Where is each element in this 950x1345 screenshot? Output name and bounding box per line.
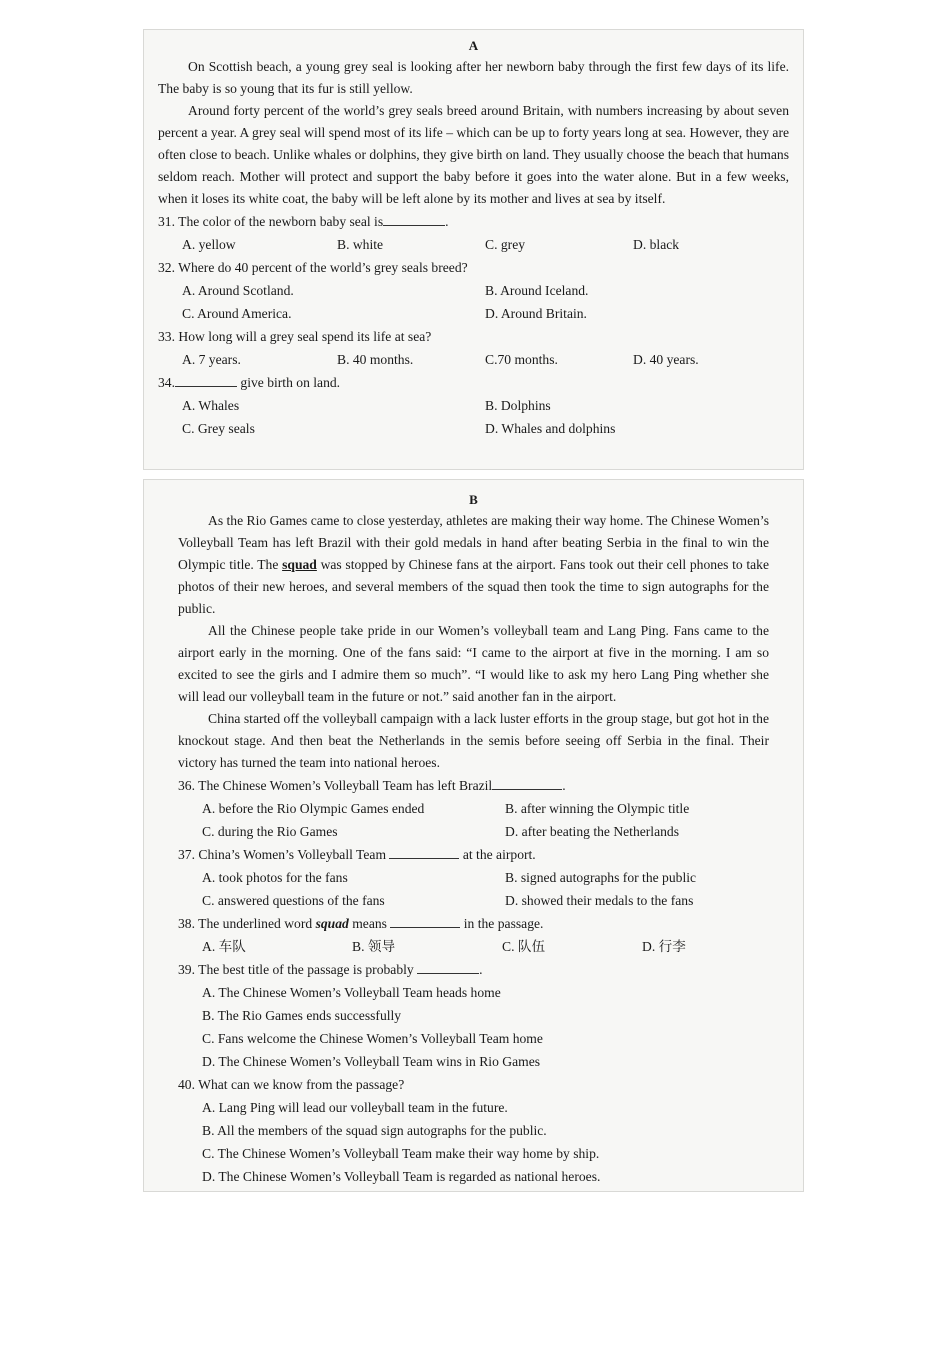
question-34-text: give birth on land. — [240, 375, 341, 390]
question-38-text: 38. The underlined word — [178, 916, 313, 931]
paragraph-text: As the Rio Games came to close yesterday, athletes are making their way home. The Chinese Women’s Volleyball Team has left Brazil with their gold medals in hand after beating Serbia in the final to win the Olympic title. The — [178, 513, 769, 572]
option: A. The Chinese Women’s Volleyball Team heads home — [202, 985, 501, 1000]
option: B. after winning the Olympic title — [505, 801, 690, 816]
option: B. white — [337, 237, 384, 252]
question-37-options — [178, 866, 769, 912]
question-40-stem: 40. What can we know from the passage? — [178, 1077, 405, 1092]
option: C. The Chinese Women’s Volleyball Team make their way home by ship. — [202, 1146, 600, 1161]
paragraph-text: was stopped by Chinese fans at the airport. Fans took out their cell phones to take photos of their new heroes, and several members of the squad then took the time to sign autographs for the public. — [178, 557, 769, 616]
passage-b-paragraph-2: All the Chinese people take pride in our Women’s volleyball team and Lang Ping. Fans came to the airport early in the morning. One of the fans said: “I came to the airport at five in the morning. I am so excited to see the girls and I admire them so much”. “I would like to ask my hero Lang Ping whether she will lead our volleyball team in the future or not.” said another fan in the airport. — [178, 623, 769, 704]
passage-a-scan — [143, 29, 804, 470]
passage-a-paragraph-1: On Scottish beach, a young grey seal is looking after her newborn baby through the first few days of its life. The baby is so young that its fur is still yellow. — [158, 59, 789, 96]
question-31-punct: . — [445, 214, 449, 229]
answer-blank — [389, 846, 459, 859]
question-37-text-end: at the airport. — [462, 847, 536, 862]
option: C. answered questions of the fans — [202, 893, 385, 908]
passage-a-heading: A — [468, 38, 479, 53]
option: C. 队伍 — [502, 939, 546, 954]
passage-b-scan — [143, 479, 804, 1192]
answer-blank — [417, 961, 479, 974]
passage-a-paragraph-2: Around forty percent of the world’s grey seals breed around Britain, with numbers increasing by about seven percent a year. A grey seal will spend most of its life – which can be up to forty years long at sea. However, they are often close to beach. Unlike whales or dolphins, they give birth on land. They usually choose the beach that humans seldom reach. Mother will protect and support the baby before it goes into the water alone. But in a few weeks, when it loses its white coat, the baby will be left alone by its mother and lives at sea by itself. — [158, 103, 789, 206]
option: A. yellow — [182, 237, 236, 252]
question-33-options — [158, 348, 789, 371]
option: A. before the Rio Olympic Games ended — [202, 801, 425, 816]
option: C. Fans welcome the Chinese Women’s Volleyball Team home — [202, 1031, 543, 1046]
option: A. Whales — [182, 398, 240, 413]
question-37-stem — [178, 843, 769, 866]
answer-blank — [383, 213, 445, 226]
answer-blank — [175, 374, 237, 387]
question-40-options — [178, 1096, 769, 1188]
question-39-options — [178, 981, 769, 1073]
option: A. Around Scotland. — [182, 283, 294, 298]
option: B. The Rio Games ends successfully — [202, 1008, 402, 1023]
option: B. signed autographs for the public — [505, 870, 697, 885]
passage-b-paragraph-1 — [178, 510, 769, 620]
option: D. Whales and dolphins — [485, 421, 616, 436]
option: D. black — [633, 237, 680, 252]
question-31-stem — [158, 210, 789, 233]
question-38-keyword: squad — [315, 916, 349, 931]
question-37-text: 37. China’s Women’s Volleyball Team — [178, 847, 387, 862]
option: C. grey — [485, 237, 526, 252]
option: C.70 months. — [485, 352, 558, 367]
answer-blank — [390, 915, 460, 928]
option: B. 40 months. — [337, 352, 414, 367]
question-39-punct: . — [479, 962, 483, 977]
option: D. The Chinese Women’s Volleyball Team is regarded as national heroes. — [202, 1169, 601, 1184]
question-34-number: 34. — [158, 375, 175, 390]
option: D. 40 years. — [633, 352, 699, 367]
question-31-options — [158, 233, 789, 256]
option: B. All the members of the squad sign autographs for the public. — [202, 1123, 547, 1138]
option: C. during the Rio Games — [202, 824, 338, 839]
option: A. took photos for the fans — [202, 870, 348, 885]
question-33-stem: 33. How long will a grey seal spend its life at sea? — [158, 329, 432, 344]
option: D. after beating the Netherlands — [505, 824, 680, 839]
question-31-text: 31. The color of the newborn baby seal is — [158, 214, 384, 229]
passage-b-heading: B — [469, 492, 478, 507]
question-39-text: 39. The best title of the passage is probably — [178, 962, 414, 977]
question-36-punct: . — [562, 778, 566, 793]
question-36-stem — [178, 774, 769, 797]
question-36-text: 36. The Chinese Women’s Volleyball Team has left Brazil — [178, 778, 493, 793]
question-36-options — [178, 797, 769, 843]
option: D. showed their medals to the fans — [505, 893, 694, 908]
option: A. Lang Ping will lead our volleyball team in the future. — [202, 1100, 508, 1115]
question-38-text-mid: means — [352, 916, 387, 931]
option: D. 行李 — [642, 939, 686, 954]
answer-blank — [492, 777, 562, 790]
option: B. 领导 — [352, 939, 396, 954]
option: A. 7 years. — [182, 352, 241, 367]
question-34-stem — [158, 371, 789, 394]
option: C. Grey seals — [182, 421, 255, 436]
question-39-stem — [178, 958, 769, 981]
option: B. Dolphins — [485, 398, 551, 413]
question-32-stem: 32. Where do 40 percent of the world’s grey seals breed? — [158, 260, 468, 275]
option: B. Around Iceland. — [485, 283, 589, 298]
question-38-text-end: in the passage. — [463, 916, 544, 931]
option: D. Around Britain. — [485, 306, 587, 321]
question-38-stem — [178, 912, 769, 935]
question-38-options — [178, 935, 769, 958]
question-32-options — [158, 279, 789, 325]
passage-b-paragraph-3: China started off the volleyball campaign with a lack luster efforts in the group stage, but got hot in the knockout stage. And then beat the Netherlands in the semis before seeing off Serbia in the final. Their victory has turned the team into national heroes. — [178, 711, 769, 770]
option: D. The Chinese Women’s Volleyball Team wins in Rio Games — [202, 1054, 541, 1069]
option: A. 车队 — [202, 939, 246, 954]
question-34-options — [158, 394, 789, 440]
option: C. Around America. — [182, 306, 292, 321]
underlined-word-squad: squad — [282, 557, 317, 572]
